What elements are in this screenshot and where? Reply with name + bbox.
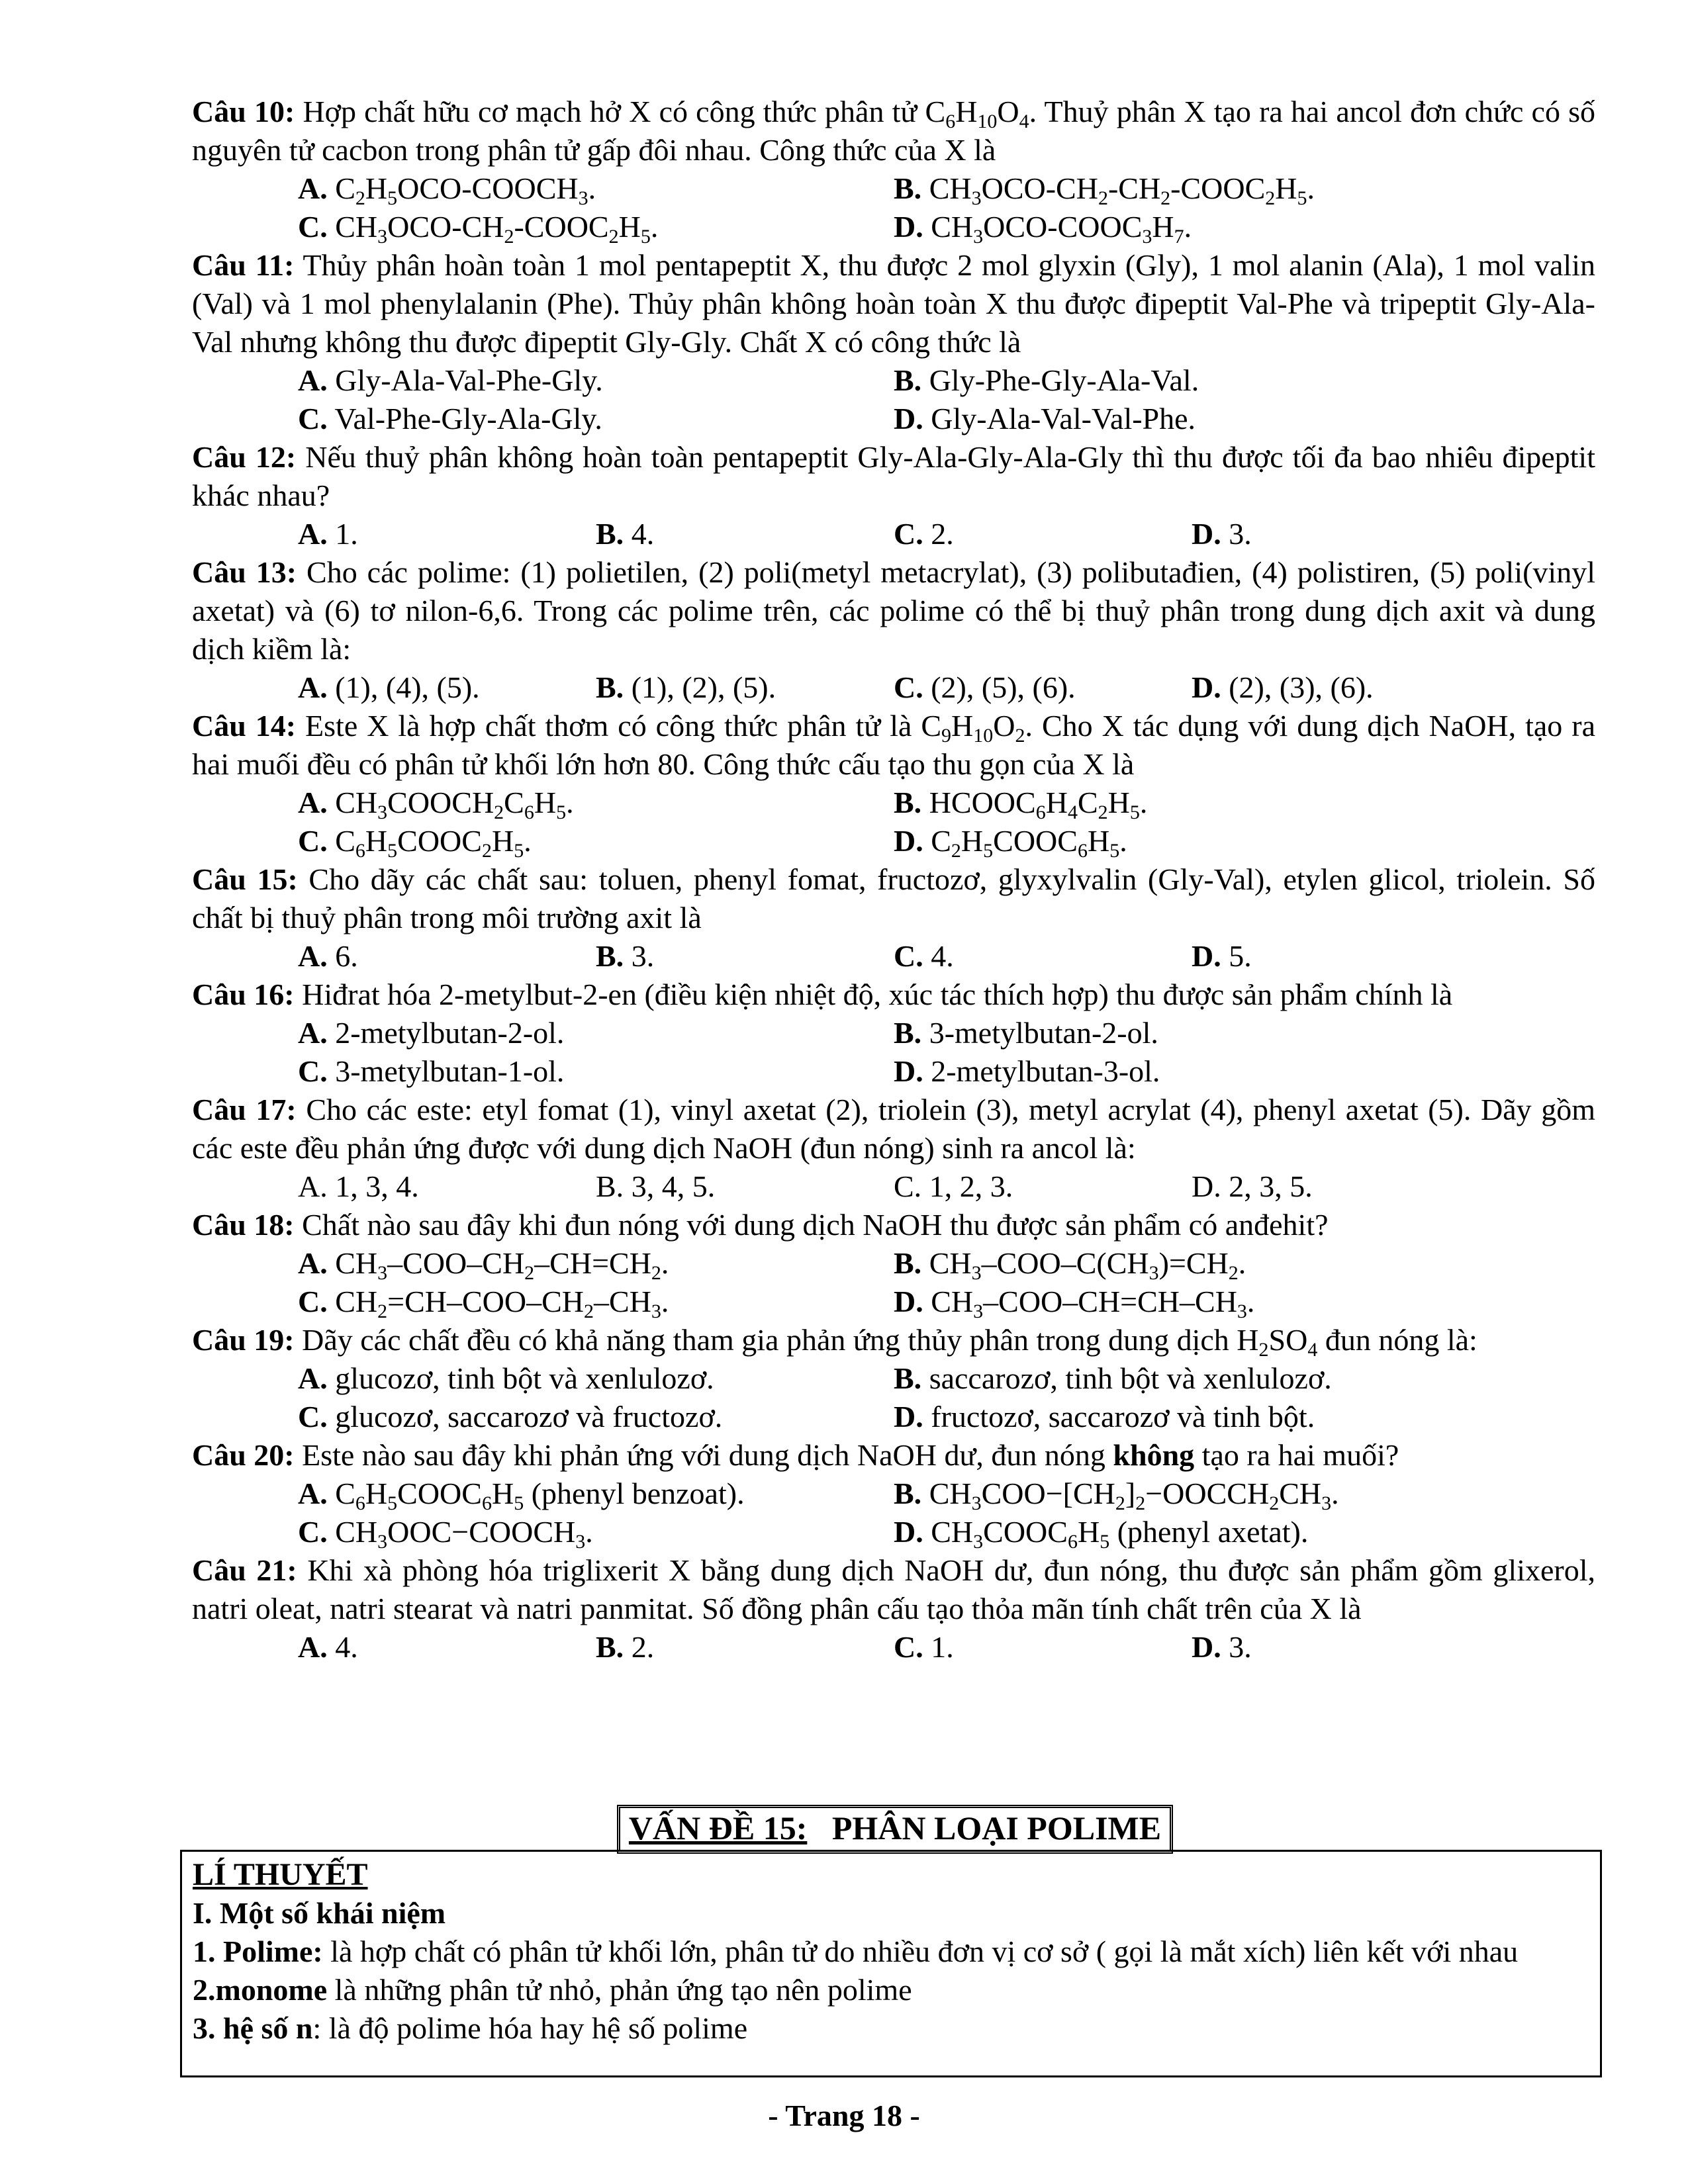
answer-option: C. 4. xyxy=(894,939,954,973)
answer-option: D. $C_2H_5COOC_6H_5$. xyxy=(894,824,1127,862)
answer-option: D. $CH_3COOC_6H_5$ (phenyl axetat). xyxy=(894,1515,1309,1553)
answer-option: B. Gly-Phe-Gly-Ala-Val. xyxy=(894,363,1199,397)
question-label: Câu 12: xyxy=(192,440,297,474)
theory-term: 2.monome xyxy=(193,1973,328,2007)
options-row xyxy=(192,1359,1595,1398)
answer-option: A. $CH_3COOCH_2C_6H_5$. xyxy=(298,786,574,823)
options-row xyxy=(192,1398,1595,1436)
answer-option: A. 1, 3, 4. xyxy=(298,1169,419,1203)
options-row xyxy=(192,1244,1595,1283)
answer-option: D. Gly-Ala-Val-Val-Phe. xyxy=(894,402,1196,435)
answer-option: C. $CH_3OCO-CH_2-COOC_2H_5$. xyxy=(298,210,659,248)
answer-option: C. glucozơ, saccarozơ và fructozơ. xyxy=(298,1400,723,1433)
answer-option: B. 3, 4, 5. xyxy=(596,1169,716,1203)
question-label: Câu 17: xyxy=(192,1093,297,1126)
answer-option: C. Val-Phe-Gly-Ala-Gly. xyxy=(298,402,602,435)
answer-option: B. $CH_3-COO-C(CH_3)=CH_2$. xyxy=(894,1246,1246,1284)
answer-option: B. $CH_3OCO-CH_2-CH_2-COOC_2H_5$. xyxy=(894,171,1315,209)
answer-option: C. 1, 2, 3. xyxy=(894,1169,1013,1203)
answer-option: B. 4. xyxy=(596,517,655,551)
answer-option: D. 3. xyxy=(1192,517,1252,551)
answer-option: B. (1), (2), (5). xyxy=(596,670,776,704)
theory-heading: LÍ THUYẾT xyxy=(193,1857,368,1892)
answer-option: D. 2, 3, 5. xyxy=(1192,1169,1313,1203)
question-stem: Câu 18: Chất nào sau đây khi đun nóng với dung dịch NaOH thu được sản phẩm có anđehit? xyxy=(192,1208,1329,1242)
question-label: Câu 19: xyxy=(192,1323,295,1357)
question-stem: Câu 15: Cho dãy các chất sau: toluen, phenyl fomat, fructozơ, glyxylvalin (Gly-Val), etylen glicol, triolein. Số chất bị thuỷ phân trong môi trường axit là xyxy=(192,862,1596,934)
question-stem: Câu 11: Thủy phân hoàn toàn 1 mol pentapeptit X, thu được 2 mol glyxin (Gly), 1 mol alanin (Ala), 1 mol valin (Val) và 1 mol phenylalanin (Phe). Thủy phân không hoàn toàn X thu được đipeptit Val-Phe và tripeptit Gly-Ala-Val nhưng không thu được đipeptit Gly-Gly. Chất X có công thức là xyxy=(192,248,1595,359)
theory-subheading: I. Một số khái niệm xyxy=(193,1896,446,1930)
theory-text: là hợp chất có phân tử khối lớn, phân tử do nhiều đơn vị cơ sở ( gọi là mắt xích) liên kết với nhau xyxy=(322,1934,1519,1968)
question-stem: Câu 20: Este nào sau đây khi phản ứng với dung dịch NaOH dư, đun nóng không tạo ra hai muối? xyxy=(192,1438,1399,1472)
options-row xyxy=(192,1475,1595,1513)
question-label: Câu 18: xyxy=(192,1208,295,1242)
answer-option: D. $CH_3OCO-COOC_3H_7$. xyxy=(894,210,1192,248)
theory-text: : là độ polime hóa hay hệ số polime xyxy=(312,2011,748,2045)
answer-option: A. (1), (4), (5). xyxy=(298,670,480,704)
answer-option: B. 3. xyxy=(596,939,655,973)
answer-option: B. $CH_3COO-[CH_2]_2-OOCCH_2CH_3$. xyxy=(894,1477,1339,1514)
answer-option: D. $CH_3-COO-CH=CH-CH_3$. xyxy=(894,1285,1255,1322)
options-row xyxy=(192,169,1595,208)
answer-option: D. fructozơ, saccarozơ và tinh bột. xyxy=(894,1400,1315,1433)
options-row xyxy=(192,1167,1595,1206)
question-list xyxy=(192,93,1595,1666)
question-label: Câu 15: xyxy=(192,862,298,896)
theory-box xyxy=(180,1850,1602,2077)
theory-text: là những phân tử nhỏ, phản ứng tạo nên polime xyxy=(327,1973,912,2007)
answer-option: A. glucozơ, tinh bột và xenlulozơ. xyxy=(298,1361,714,1395)
answer-option: D. 3. xyxy=(1192,1630,1252,1664)
answer-option: C. 1. xyxy=(894,1630,954,1664)
options-row xyxy=(192,515,1595,553)
question-label: Câu 16: xyxy=(192,978,295,1011)
answer-option: C. $C_6H_5COOC_2H_5$. xyxy=(298,824,532,862)
section-name: PHÂN LOẠI POLIME xyxy=(807,1809,1162,1846)
question-stem: Câu 12: Nếu thuỷ phân không hoàn toàn pentapeptit Gly-Ala-Gly-Ala-Gly thì thu được tối đa bao nhiêu đipeptit khác nhau? xyxy=(192,440,1595,512)
theory-term: 1. Polime: xyxy=(193,1934,323,1968)
section-title xyxy=(617,1805,1173,1854)
question-label: Câu 21: xyxy=(192,1553,297,1587)
options-row xyxy=(192,1052,1595,1091)
question-label: Câu 11: xyxy=(192,248,295,282)
question-stem: Câu 16: Hiđrat hóa 2-metylbut-2-en (điều kiện nhiệt độ, xúc tác thích hợp) thu được sản phẩm chính là xyxy=(192,978,1453,1011)
options-row xyxy=(192,668,1595,707)
theory-item xyxy=(193,2009,1589,2048)
question-stem: Câu 10: Hợp chất hữu cơ mạch hở X có công thức phân tử $C_6H_{10}O_4$. Thuỷ phân X tạo ra hai ancol đơn chức có số nguyên tử cacbon trong phân tử gấp đôi nhau. Công thức của X là xyxy=(192,95,1596,167)
answer-option: A. $C_6H_5COOC_6H_5$ (phenyl benzoat). xyxy=(298,1477,745,1514)
theory-item xyxy=(193,1971,1589,2009)
question-label: Câu 13: xyxy=(192,555,297,589)
question-label: Câu 20: xyxy=(192,1438,295,1472)
answer-option: B. saccarozơ, tinh bột và xenlulozơ. xyxy=(894,1361,1332,1395)
answer-option: A. 6. xyxy=(298,939,358,973)
theory-item xyxy=(193,1933,1589,1971)
question-label: Câu 10: xyxy=(192,95,295,128)
options-row xyxy=(192,1628,1595,1666)
options-row xyxy=(192,400,1595,438)
answer-option: D. 2-metylbutan-3-ol. xyxy=(894,1054,1160,1088)
answer-option: A. $CH_3-COO-CH_2-CH=CH_2$. xyxy=(298,1246,669,1284)
answer-option: B. $HCOOC_6H_4C_2H_5$. xyxy=(894,786,1148,823)
options-row xyxy=(192,1283,1595,1321)
answer-option: C. 2. xyxy=(894,517,954,551)
answer-option: C. 3-metylbutan-1-ol. xyxy=(298,1054,565,1088)
question-stem: Câu 14: Este X là hợp chất thơm có công thức phân tử là $C_9H_{10}O_2$. Cho X tác dụng với dung dịch NaOH, tạo ra hai muối đều có phân tử khối lớn hơn 80. Công thức cấu tạo thu gọn của X là xyxy=(192,709,1595,781)
section-number: VẤN ĐỀ 15: xyxy=(628,1809,808,1846)
page-number: - Trang 18 - xyxy=(768,2099,920,2132)
answer-option: C. $CH_2=CH-COO-CH_2-CH_3$. xyxy=(298,1285,669,1322)
answer-option: A. Gly-Ala-Val-Phe-Gly. xyxy=(298,363,603,397)
options-row xyxy=(192,822,1595,860)
answer-option: D. (2), (3), (6). xyxy=(1192,670,1374,704)
question-stem: Câu 17: Cho các este: etyl fomat (1), vinyl axetat (2), triolein (3), metyl acrylat (4), phenyl axetat (5). Dãy gồm các este đều phản ứng được với dung dịch NaOH (đun nóng) sinh ra ancol là: xyxy=(192,1093,1595,1165)
answer-option: A. $C_2H_5OCO-COOCH_3$. xyxy=(298,171,596,209)
theory-term: 3. hệ số n xyxy=(193,2011,313,2045)
answer-option: A. 4. xyxy=(298,1630,358,1664)
question-label: Câu 14: xyxy=(192,709,297,743)
answer-option: A. 2-metylbutan-2-ol. xyxy=(298,1016,565,1050)
options-row xyxy=(192,784,1595,822)
answer-option: D. 5. xyxy=(1192,939,1252,973)
answer-option: C. (2), (5), (6). xyxy=(894,670,1076,704)
answer-option: B. 2. xyxy=(596,1630,655,1664)
answer-option: A. 1. xyxy=(298,517,358,551)
options-row xyxy=(192,1014,1595,1052)
options-row xyxy=(192,361,1595,400)
question-stem: Câu 21: Khi xà phòng hóa triglixerit X bằng dung dịch NaOH dư, đun nóng, thu được sản phẩm gồm glixerol, natri oleat, natri stearat và natri panmitat. Số đồng phân cấu tạo thỏa mãn tính chất trên của X là xyxy=(192,1553,1595,1625)
options-row xyxy=(192,1513,1595,1551)
options-row xyxy=(192,208,1595,246)
answer-option: C. $CH_3OOC-COOCH_3$. xyxy=(298,1515,593,1553)
answer-option: B. 3-metylbutan-2-ol. xyxy=(894,1016,1158,1050)
options-row xyxy=(192,937,1595,976)
question-stem: Câu 19: Dãy các chất đều có khả năng tham gia phản ứng thủy phân trong dung dịch $H_2SO_4$ đun nóng là: xyxy=(192,1323,1477,1361)
question-stem: Câu 13: Cho các polime: (1) polietilen, (2) poli(metyl metacrylat), (3) polibutađien, (4) polistiren, (5) poli(vinyl axetat) và (6) tơ nilon-6,6. Trong các polime trên, các polime có thể bị thuỷ phân trong dung dịch axit và dung dịch kiềm là: xyxy=(192,555,1595,666)
